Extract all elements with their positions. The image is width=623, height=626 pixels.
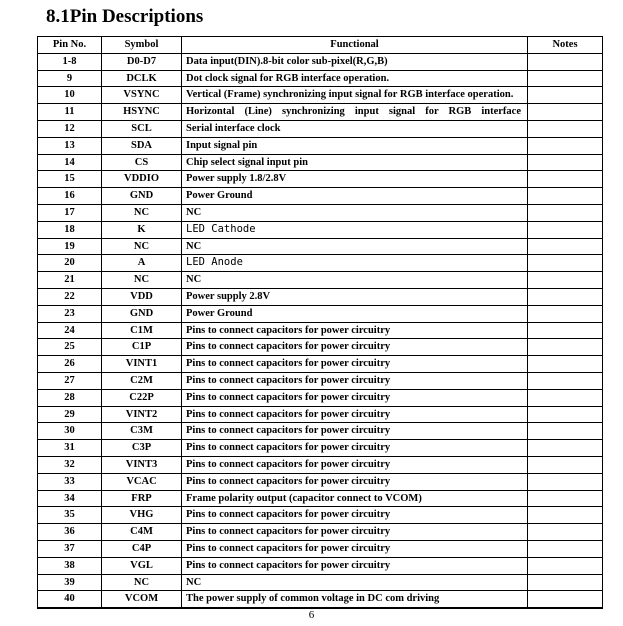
table-row xyxy=(38,238,603,255)
functional-cell: Pins to connect capacitors for power circuitry xyxy=(182,406,528,423)
section-heading: 8.1Pin Descriptions xyxy=(46,6,204,27)
notes-cell xyxy=(528,53,603,70)
table-row xyxy=(38,288,603,305)
pin-number-cell: 1-8 xyxy=(38,53,102,70)
functional-cell: Dot clock signal for RGB interface operation. xyxy=(182,70,528,87)
symbol-cell: HSYNC xyxy=(102,104,182,121)
functional-cell: Chip select signal input pin xyxy=(182,154,528,171)
functional-cell: Power supply 2.8V xyxy=(182,288,528,305)
table-row xyxy=(38,456,603,473)
symbol-cell: C4M xyxy=(102,524,182,541)
functional-cell: Frame polarity output (capacitor connect to VCOM) xyxy=(182,490,528,507)
functional-cell: Pins to connect capacitors for power circuitry xyxy=(182,507,528,524)
notes-cell xyxy=(528,540,603,557)
symbol-cell: NC xyxy=(102,238,182,255)
table-row xyxy=(38,154,603,171)
notes-cell xyxy=(528,171,603,188)
pin-number-cell: 21 xyxy=(38,272,102,289)
table-row xyxy=(38,389,603,406)
notes-cell xyxy=(528,389,603,406)
table-body xyxy=(38,53,603,608)
functional-cell: Power Ground xyxy=(182,188,528,205)
functional-cell: Power Ground xyxy=(182,305,528,322)
pin-number-cell: 30 xyxy=(38,423,102,440)
symbol-cell: GND xyxy=(102,188,182,205)
table-row xyxy=(38,221,603,238)
pin-number-cell: 39 xyxy=(38,574,102,591)
table-row xyxy=(38,104,603,121)
notes-cell xyxy=(528,120,603,137)
functional-cell: Pins to connect capacitors for power circuitry xyxy=(182,339,528,356)
functional-cell: Pins to connect capacitors for power circuitry xyxy=(182,356,528,373)
notes-cell xyxy=(528,524,603,541)
functional-cell: NC xyxy=(182,574,528,591)
table-row xyxy=(38,255,603,272)
table-row xyxy=(38,137,603,154)
functional-cell: Pins to connect capacitors for power circuitry xyxy=(182,540,528,557)
symbol-cell: DCLK xyxy=(102,70,182,87)
functional-cell: The power supply of common voltage in DC com driving xyxy=(182,591,528,608)
symbol-cell: NC xyxy=(102,272,182,289)
table-row xyxy=(38,473,603,490)
functional-cell: Pins to connect capacitors for power circuitry xyxy=(182,389,528,406)
notes-cell xyxy=(528,440,603,457)
table-row xyxy=(38,406,603,423)
pin-number-cell: 31 xyxy=(38,440,102,457)
table-row xyxy=(38,423,603,440)
symbol-cell: VCOM xyxy=(102,591,182,608)
column-header-functional: Functional xyxy=(182,37,528,54)
notes-cell xyxy=(528,87,603,104)
symbol-cell: CS xyxy=(102,154,182,171)
pin-number-cell: 22 xyxy=(38,288,102,305)
table-row xyxy=(38,120,603,137)
notes-cell xyxy=(528,356,603,373)
functional-cell: Vertical (Frame) synchronizing input signal for RGB interface operation. xyxy=(182,87,528,104)
table-row xyxy=(38,490,603,507)
functional-cell: NC xyxy=(182,204,528,221)
symbol-cell: C3M xyxy=(102,423,182,440)
pin-number-cell: 16 xyxy=(38,188,102,205)
notes-cell xyxy=(528,154,603,171)
symbol-cell: SDA xyxy=(102,137,182,154)
pin-number-cell: 29 xyxy=(38,406,102,423)
table-header-row xyxy=(38,37,603,54)
symbol-cell: C4P xyxy=(102,540,182,557)
symbol-cell: K xyxy=(102,221,182,238)
pin-number-cell: 18 xyxy=(38,221,102,238)
table-row xyxy=(38,440,603,457)
symbol-cell: VSYNC xyxy=(102,87,182,104)
symbol-cell: VDD xyxy=(102,288,182,305)
pin-number-cell: 28 xyxy=(38,389,102,406)
pin-number-cell: 17 xyxy=(38,204,102,221)
functional-cell: Horizontal (Line) synchronizing input signal for RGB interface xyxy=(182,104,528,121)
notes-cell xyxy=(528,473,603,490)
symbol-cell: C3P xyxy=(102,440,182,457)
pin-number-cell: 23 xyxy=(38,305,102,322)
pin-number-cell: 37 xyxy=(38,540,102,557)
table-row xyxy=(38,540,603,557)
notes-cell xyxy=(528,507,603,524)
functional-cell: Power supply 1.8/2.8V xyxy=(182,171,528,188)
symbol-cell: GND xyxy=(102,305,182,322)
symbol-cell: VDDIO xyxy=(102,171,182,188)
symbol-cell: VINT1 xyxy=(102,356,182,373)
table-row xyxy=(38,372,603,389)
symbol-cell: VINT3 xyxy=(102,456,182,473)
notes-cell xyxy=(528,456,603,473)
pin-number-cell: 40 xyxy=(38,591,102,608)
notes-cell xyxy=(528,423,603,440)
notes-cell xyxy=(528,221,603,238)
symbol-cell: NC xyxy=(102,204,182,221)
functional-cell: Data input(DIN).8-bit color sub-pixel(R,G,B) xyxy=(182,53,528,70)
pin-number-cell: 38 xyxy=(38,557,102,574)
table-row xyxy=(38,339,603,356)
pin-number-cell: 26 xyxy=(38,356,102,373)
symbol-cell: VINT2 xyxy=(102,406,182,423)
notes-cell xyxy=(528,305,603,322)
pin-number-cell: 12 xyxy=(38,120,102,137)
table-row xyxy=(38,272,603,289)
notes-cell xyxy=(528,137,603,154)
table-row xyxy=(38,70,603,87)
notes-cell xyxy=(528,104,603,121)
notes-cell xyxy=(528,288,603,305)
functional-cell: NC xyxy=(182,238,528,255)
symbol-cell: C22P xyxy=(102,389,182,406)
notes-cell xyxy=(528,70,603,87)
symbol-cell: VCAC xyxy=(102,473,182,490)
notes-cell xyxy=(528,372,603,389)
page-number: 6 xyxy=(308,609,315,621)
table-row xyxy=(38,524,603,541)
functional-cell: Pins to connect capacitors for power circuitry xyxy=(182,440,528,457)
pin-number-cell: 32 xyxy=(38,456,102,473)
pin-number-cell: 19 xyxy=(38,238,102,255)
table-row xyxy=(38,87,603,104)
functional-cell: Pins to connect capacitors for power circuitry xyxy=(182,322,528,339)
symbol-cell: A xyxy=(102,255,182,272)
table-row xyxy=(38,591,603,608)
symbol-cell: C1M xyxy=(102,322,182,339)
notes-cell xyxy=(528,272,603,289)
table-row xyxy=(38,574,603,591)
symbol-cell: VHG xyxy=(102,507,182,524)
table-row xyxy=(38,204,603,221)
pin-number-cell: 27 xyxy=(38,372,102,389)
pin-number-cell: 24 xyxy=(38,322,102,339)
table-row xyxy=(38,305,603,322)
table-row xyxy=(38,171,603,188)
symbol-cell: VGL xyxy=(102,557,182,574)
column-header-pin: Pin No. xyxy=(38,37,102,54)
pin-number-cell: 36 xyxy=(38,524,102,541)
table-row xyxy=(38,507,603,524)
pin-number-cell: 35 xyxy=(38,507,102,524)
functional-cell: LED Cathode xyxy=(182,221,528,238)
notes-cell xyxy=(528,591,603,608)
functional-cell: NC xyxy=(182,272,528,289)
pin-number-cell: 15 xyxy=(38,171,102,188)
functional-cell: Pins to connect capacitors for power circuitry xyxy=(182,423,528,440)
notes-cell xyxy=(528,204,603,221)
symbol-cell: SCL xyxy=(102,120,182,137)
column-header-notes: Notes xyxy=(528,37,603,54)
pin-number-cell: 34 xyxy=(38,490,102,507)
functional-cell: LED Anode xyxy=(182,255,528,272)
pin-number-cell: 33 xyxy=(38,473,102,490)
pin-number-cell: 9 xyxy=(38,70,102,87)
table-row xyxy=(38,188,603,205)
functional-cell: Pins to connect capacitors for power circuitry xyxy=(182,557,528,574)
table-row xyxy=(38,53,603,70)
table-row xyxy=(38,557,603,574)
pin-description-table xyxy=(37,36,603,609)
notes-cell xyxy=(528,188,603,205)
notes-cell xyxy=(528,322,603,339)
symbol-cell: C2M xyxy=(102,372,182,389)
table-row xyxy=(38,322,603,339)
notes-cell xyxy=(528,557,603,574)
functional-cell: Input signal pin xyxy=(182,137,528,154)
notes-cell xyxy=(528,406,603,423)
pin-number-cell: 11 xyxy=(38,104,102,121)
pin-number-cell: 14 xyxy=(38,154,102,171)
pin-number-cell: 10 xyxy=(38,87,102,104)
notes-cell xyxy=(528,490,603,507)
notes-cell xyxy=(528,238,603,255)
notes-cell xyxy=(528,255,603,272)
pin-number-cell: 20 xyxy=(38,255,102,272)
symbol-cell: D0-D7 xyxy=(102,53,182,70)
symbol-cell: FRP xyxy=(102,490,182,507)
table-row xyxy=(38,356,603,373)
pin-number-cell: 25 xyxy=(38,339,102,356)
column-header-symbol: Symbol xyxy=(102,37,182,54)
symbol-cell: C1P xyxy=(102,339,182,356)
notes-cell xyxy=(528,339,603,356)
functional-cell: Pins to connect capacitors for power circuitry xyxy=(182,524,528,541)
symbol-cell: NC xyxy=(102,574,182,591)
functional-cell: Pins to connect capacitors for power circuitry xyxy=(182,456,528,473)
notes-cell xyxy=(528,574,603,591)
functional-cell: Pins to connect capacitors for power circuitry xyxy=(182,473,528,490)
functional-cell: Serial interface clock xyxy=(182,120,528,137)
functional-cell: Pins to connect capacitors for power circuitry xyxy=(182,372,528,389)
pin-number-cell: 13 xyxy=(38,137,102,154)
